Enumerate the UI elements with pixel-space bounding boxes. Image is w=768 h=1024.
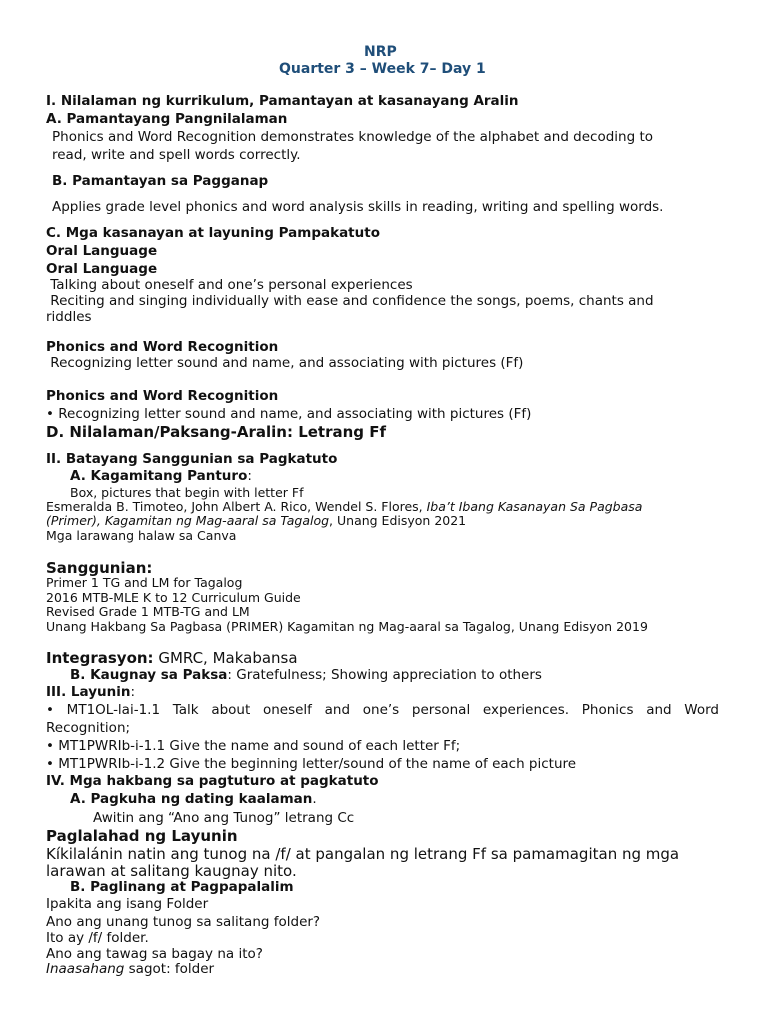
reference-line-1: Esmeralda B. Timoteo, John Albert A. Rico, Wendel S. Flores, Iba’t Ibang Kasanayan Sa Pagbasa [46,499,643,514]
oral-item-2-cont: riddles [46,309,92,325]
objective-1: • MT1OL-lai-1.1 Talk about oneself and one’s personal experiences. Phonics and Word [46,702,719,718]
section-1b-heading: B. Pamantayan sa Pagganap [52,173,269,189]
paglalahad-text: Kíkilalánin natin ang tunog na /f/ at pangalan ng letrang Ff sa pamamagitan ng mga [46,845,680,863]
objective-2: • MT1PWRIb-i-1.1 Give the name and sound of each letter Ff; [46,738,461,754]
reference-line-2: (Primer), Kagamitan ng Mag-aaral sa Tagalog, Unang Edisyon 2021 [46,513,467,528]
activity-line: Ano ang tawag sa bagay na ito? [46,946,263,962]
materials-text: Box, pictures that begin with letter Ff [70,485,304,500]
activity-line: Ano ang unang tunog sa salitang folder? [46,914,321,930]
sanggunian-item: Primer 1 TG and LM for Tagalog [46,575,243,590]
section-2-heading: II. Batayang Sanggunian sa Pagkatuto [46,451,338,467]
expected-answer: Inaasahang sagot: folder [46,961,215,977]
section-2a-heading: A. Kagamitang Panturo: [70,468,252,484]
content-standard-text-cont: read, write and spell words correctly. [52,147,301,163]
sanggunian-item: Unang Hakbang Sa Pagbasa (PRIMER) Kagamitan ng Mag-aaral sa Tagalog, Unang Edisyon 2019 [46,619,648,634]
objective-3: • MT1PWRIb-i-1.2 Give the beginning letter/sound of the name of each picture [46,756,577,772]
phonics-item-2: • Recognizing letter sound and name, and associating with pictures (Ff) [46,406,532,422]
paglalahad-text-cont: larawan at salitang kaugnay nito. [46,862,297,880]
doc-title: NRP [364,44,397,60]
section-1-heading: I. Nilalaman ng kurrikulum, Pamantayan at kasanayang Aralin [46,93,519,109]
sanggunian-heading: Sanggunian: [46,559,153,577]
oral-language-heading: Oral Language [46,243,158,259]
section-1a-heading: A. Pamantayang Pangnilalaman [46,111,288,127]
oral-language-heading-2: Oral Language [46,261,158,277]
activity-line: Ito ay /f/ folder. [46,930,149,946]
section-1c-heading: C. Mga kasanayan at layuning Pampakatuto [46,225,380,241]
canva-source: Mga larawang halaw sa Canva [46,528,237,543]
integrasyon-line: Integrasyon: GMRC, Makabansa [46,649,298,667]
phonics-item-1: Recognizing letter sound and name, and associating with pictures (Ff) [46,355,524,371]
doc-subtitle: Quarter 3 – Week 7– Day 1 [279,61,486,77]
objective-1-cont: Recognition; [46,720,131,736]
performance-standard-text: Applies grade level phonics and word analysis skills in reading, writing and spelling words. [52,199,664,215]
paglalahad-heading: Paglalahad ng Layunin [46,827,238,845]
content-standard-text: Phonics and Word Recognition demonstrates knowledge of the alphabet and decoding to [52,129,654,145]
oral-item-2: Reciting and singing individually with ease and confidence the songs, poems, chants and [46,293,654,309]
section-4b-heading: B. Paglinang at Pagpapalalim [70,879,294,895]
oral-item-1: Talking about oneself and one’s personal experiences [46,277,413,293]
song-activity: Awitin ang “Ano ang Tunog” letrang Cc [93,810,355,826]
phonics-heading: Phonics and Word Recognition [46,339,279,355]
kaugnay-line: B. Kaugnay sa Paksa: Gratefulness; Showing appreciation to others [70,667,542,683]
section-3-heading: III. Layunin: [46,684,136,700]
activity-line: Ipakita ang isang Folder [46,896,209,912]
section-1d-heading: D. Nilalaman/Paksang-Aralin: Letrang Ff [46,423,387,441]
sanggunian-item: 2016 MTB-MLE K to 12 Curriculum Guide [46,590,301,605]
phonics-heading-2: Phonics and Word Recognition [46,388,279,404]
sanggunian-item: Revised Grade 1 MTB-TG and LM [46,604,250,619]
section-4-heading: IV. Mga hakbang sa pagtuturo at pagkatuto [46,773,379,789]
section-4a-heading: A. Pagkuha ng dating kaalaman. [70,791,317,807]
